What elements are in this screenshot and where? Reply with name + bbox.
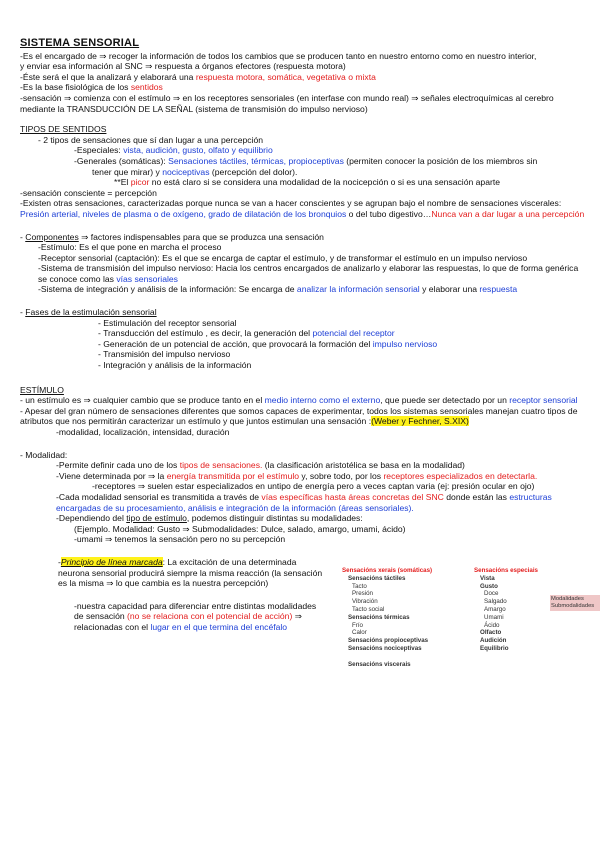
table-item: Salgado bbox=[484, 598, 507, 606]
heading-text: Componentes bbox=[25, 231, 79, 242]
text: , que puede ser detectado por un bbox=[380, 395, 510, 406]
tipos-line bbox=[20, 198, 585, 219]
highlight-text: analizar la información sensorial bbox=[296, 284, 420, 295]
estimulo-line bbox=[20, 395, 585, 406]
page-title: SISTEMA SENSORIAL bbox=[20, 37, 140, 49]
text: -Sistema de transmisión del impulso nervioso: Hacia los centros encargados de analizarlo y elaborar las respuestas, lo que de forma genérica se conoce como las bbox=[38, 263, 579, 284]
highlight-text: lugar en el que termina del encéfalo bbox=[150, 621, 288, 632]
table-item: Umami bbox=[484, 613, 504, 621]
legend-tag: Modalidades bbox=[551, 595, 584, 602]
text: donde están las bbox=[443, 491, 510, 502]
text: -Existen otras sensaciones, caracterizadas porque nunca se van a hacer conscientes y se agrupan bajo el nombre de sensaciones viscerales: bbox=[20, 198, 562, 209]
text: -Éste será el que la analizará y elaborará una bbox=[20, 71, 196, 82]
intro-line: -sensación ⇒ comienza con el estímulo ⇒ en los receptores sensoriales (en interfase con mundo real) ⇒ señales electroquímicas al cerebro mediante la TRANSDUCCIÓN DE LA SEÑAL (sistema de transmisión do impulso nervioso) bbox=[20, 92, 554, 114]
document-page bbox=[20, 37, 595, 707]
section-heading-modalidad: - Modalidad: bbox=[20, 449, 68, 460]
text: - Generación de un potencial de acción, que provocará la formación del bbox=[98, 338, 373, 349]
table-item: Vibración bbox=[352, 598, 378, 606]
table-header: Sensacións especiais bbox=[474, 566, 538, 574]
text: - bbox=[20, 231, 26, 242]
text: -Sistema de integración y análisis de la información: Se encarga de bbox=[38, 284, 297, 295]
tipos-line bbox=[20, 167, 585, 178]
principio-block bbox=[58, 557, 328, 633]
section-heading-tipos: TIPOS DE SENTIDOS bbox=[20, 124, 107, 135]
table-item: Doce bbox=[484, 590, 499, 598]
intro-line bbox=[20, 82, 585, 93]
text: (percepción del dolor). bbox=[209, 166, 298, 177]
underlined-text: tipo de estímulo bbox=[126, 513, 187, 524]
componentes-item: -Receptor sensorial (captación): Es el que se encarga de captar el estímulo, y de transformar el estímulo en un impulso nervioso bbox=[38, 252, 528, 263]
text: o del tubo digestivo… bbox=[346, 208, 432, 219]
highlight-text: vías específicas hasta áreas concretas del SNC bbox=[261, 491, 444, 502]
highlight-text: respuesta bbox=[479, 284, 518, 295]
modalidad-line bbox=[20, 492, 585, 513]
table-category: Audición bbox=[480, 637, 507, 645]
highlight-text: nociceptivas bbox=[162, 166, 210, 177]
text: - Transducción del estímulo , es decir, la generación del bbox=[98, 328, 313, 339]
table-item: Tacto social bbox=[352, 605, 385, 613]
intro-line bbox=[20, 51, 585, 62]
table-item: Presión bbox=[352, 590, 373, 598]
table-item: Tacto bbox=[352, 582, 367, 590]
estimulo-line: -modalidad, localización, intensidad, duración bbox=[56, 427, 230, 437]
highlight-text: receptor sensorial bbox=[509, 395, 578, 406]
highlight-text: vista, audición, gusto, olfato y equilibrio bbox=[123, 145, 273, 156]
table-category: Sensacións térmicas bbox=[348, 613, 410, 621]
highlighted-citation: (Weber y Fechner, S.XIX) bbox=[371, 416, 469, 427]
text: -Es la base fisiológica de los bbox=[20, 82, 131, 93]
modalidad-line bbox=[20, 513, 585, 524]
text: - bbox=[20, 307, 26, 318]
table-category: Sensacións propioceptivas bbox=[348, 637, 429, 645]
table-item: Frío bbox=[352, 621, 364, 629]
text: -Es el encargado de ⇒ recoger la información de todos los cambios que se producen tanto en nuestro entorno como en nuestro interior, bbox=[20, 50, 537, 61]
componentes-item bbox=[20, 263, 585, 284]
bottom-section bbox=[20, 556, 595, 707]
highlight-text: Nunca van a dar lugar a una percepción bbox=[431, 208, 585, 219]
tipos-line bbox=[20, 177, 585, 188]
text: -Cada modalidad sensorial es transmitida a través de bbox=[56, 491, 262, 502]
text: : La excitación de una determinada neurona sensorial producirá siempre la misma reacción (la sensación es la misma ⇒ lo que cambia es la nuestra percepción) bbox=[58, 556, 323, 589]
tipos-line: -sensación consciente = percepción bbox=[20, 187, 157, 198]
highlight-text: tipos de sensaciones. bbox=[179, 460, 263, 471]
text: (la clasificación aristotélica se basa en la modalidad) bbox=[262, 460, 465, 471]
modalidad-line bbox=[20, 460, 585, 471]
table-category: Vista bbox=[480, 574, 495, 582]
highlight-text: Presión arterial, niveles de plasma o de oxígeno, grado de dilatación de los bronquios bbox=[20, 208, 347, 219]
table-category: Sensacións táctiles bbox=[348, 574, 406, 582]
table-category: Sensacións nociceptivas bbox=[348, 644, 422, 652]
text: y, sobre todo, por los bbox=[299, 470, 384, 481]
estimulo-line bbox=[20, 406, 585, 427]
tipos-line bbox=[20, 156, 585, 167]
modalidad-line: -umami ⇒ tenemos la sensación pero no su percepción bbox=[74, 534, 286, 545]
fases-item: - Estimulación del receptor sensorial bbox=[98, 317, 237, 328]
modalidad-line: (Ejemplo. Modalidad: Gusto ⇒ Submodalidades: Dulce, salado, amargo, umami, ácido) bbox=[74, 523, 406, 534]
text: ⇒ relacionadas con el bbox=[74, 611, 302, 632]
highlight-text: respuesta motora, somática, vegetativa o mixta bbox=[195, 71, 376, 82]
table-item: Calor bbox=[352, 629, 367, 637]
text: - bbox=[58, 556, 61, 567]
text: - un estímulo es ⇒ cualquier cambio que se produce tanto en el bbox=[20, 395, 265, 406]
text: -Especiales: bbox=[74, 145, 124, 156]
table-column-special bbox=[474, 567, 554, 653]
principio-line bbox=[58, 557, 328, 589]
text: - Apesar del gran número de sensaciones diferentes que somos capaces de experimentar, todos los sistemas sensoriales manejan cuatro tipos de atributos que nos permitirán caracterizar un estímulo y que juntos estimulan una sensación : bbox=[20, 405, 578, 427]
table-category: Sensacións viscerais bbox=[348, 660, 411, 668]
highlight-text: potencial del receptor bbox=[312, 328, 395, 339]
intro-line bbox=[20, 61, 585, 72]
fases-item bbox=[20, 328, 585, 339]
highlight-text: energía transmitida por el estímulo bbox=[166, 470, 300, 481]
modalidad-line bbox=[20, 471, 585, 482]
highlight-text: (no se relaciona con el potencial de acción) bbox=[127, 611, 293, 622]
modalidad-line: -receptores ⇒ suelen estar especializados en untipo de energía pero a veces captan varia (ej: presión ocular en ojo) bbox=[92, 481, 535, 492]
fases-item bbox=[20, 339, 585, 350]
highlight-text: impulso nervioso bbox=[372, 338, 438, 349]
componentes-item bbox=[20, 284, 585, 295]
text: -Viene determinada por ⇒ la bbox=[56, 470, 167, 481]
intro-line bbox=[20, 72, 585, 83]
text: no está claro si se considera una modalidad de la nocicepción o si es una sensación aparte bbox=[149, 177, 501, 188]
text: -nuestra capacidad para diferenciar entre distintas modalidades de sensación bbox=[74, 600, 317, 622]
table-item: Ácido bbox=[484, 621, 500, 629]
principio-line bbox=[58, 601, 328, 633]
table-item: Amargo bbox=[484, 605, 506, 613]
legend-tag: Submodalidades bbox=[551, 602, 595, 609]
section-heading-componentes bbox=[20, 232, 585, 243]
text: **El bbox=[114, 177, 131, 188]
text: , podemos distinguir distintas su modalidades: bbox=[186, 513, 363, 524]
fases-item: - Integración y análisis de la información bbox=[98, 360, 252, 371]
text: y enviar esa información al SNC ⇒ respuesta a órganos efectores (respuesta motora) bbox=[20, 61, 346, 72]
text: y elaborar una bbox=[419, 284, 480, 295]
tipos-line bbox=[20, 145, 585, 156]
section-heading-estimulo: ESTÍMULO bbox=[20, 384, 64, 395]
highlight-text: estructuras encargadas de su procesamiento, análisis e integración de la información (áreas sensoriales). bbox=[56, 491, 552, 513]
highlight-text: Sensaciones táctiles, térmicas, propioceptivas bbox=[168, 155, 344, 166]
text: -Dependiendo del bbox=[56, 513, 127, 524]
legend-tags bbox=[550, 595, 600, 611]
section-heading-fases bbox=[20, 307, 585, 318]
text: ⇒ factores indispensables para que se produzca una sensación bbox=[78, 231, 324, 242]
table-column-general bbox=[342, 567, 452, 669]
componentes-item: -Estímulo: Es el que pone en marcha el proceso bbox=[38, 242, 222, 253]
text: (permiten conocer la posición de los miembros sin bbox=[343, 155, 538, 166]
highlight-text: receptores especializados en detectarla. bbox=[383, 470, 538, 481]
text: -Permite definir cada uno de los bbox=[56, 460, 180, 471]
heading-text: Fases de la estimulación sensorial bbox=[25, 307, 157, 318]
highlight-text: picor bbox=[130, 177, 150, 188]
table-category: Equilibrio bbox=[480, 644, 509, 652]
table-category: Gusto bbox=[480, 582, 498, 590]
table-header: Sensacións xerais (somáticas) bbox=[342, 566, 433, 574]
highlight-text: sentidos bbox=[130, 82, 163, 93]
table-category: Olfacto bbox=[480, 629, 502, 637]
fases-item: - Transmisión del impulso nervioso bbox=[98, 349, 231, 360]
highlighted-term: Principio de línea marcada bbox=[60, 556, 163, 567]
highlight-text: medio interno como el externo bbox=[264, 395, 381, 406]
tipos-line: - 2 tipos de sensaciones que sí dan lugar a una percepción bbox=[38, 134, 264, 145]
text: tener que mirar) y bbox=[92, 166, 163, 177]
text: -Generales (somáticas): bbox=[74, 155, 169, 166]
highlight-text: vías sensoriales bbox=[116, 273, 178, 284]
